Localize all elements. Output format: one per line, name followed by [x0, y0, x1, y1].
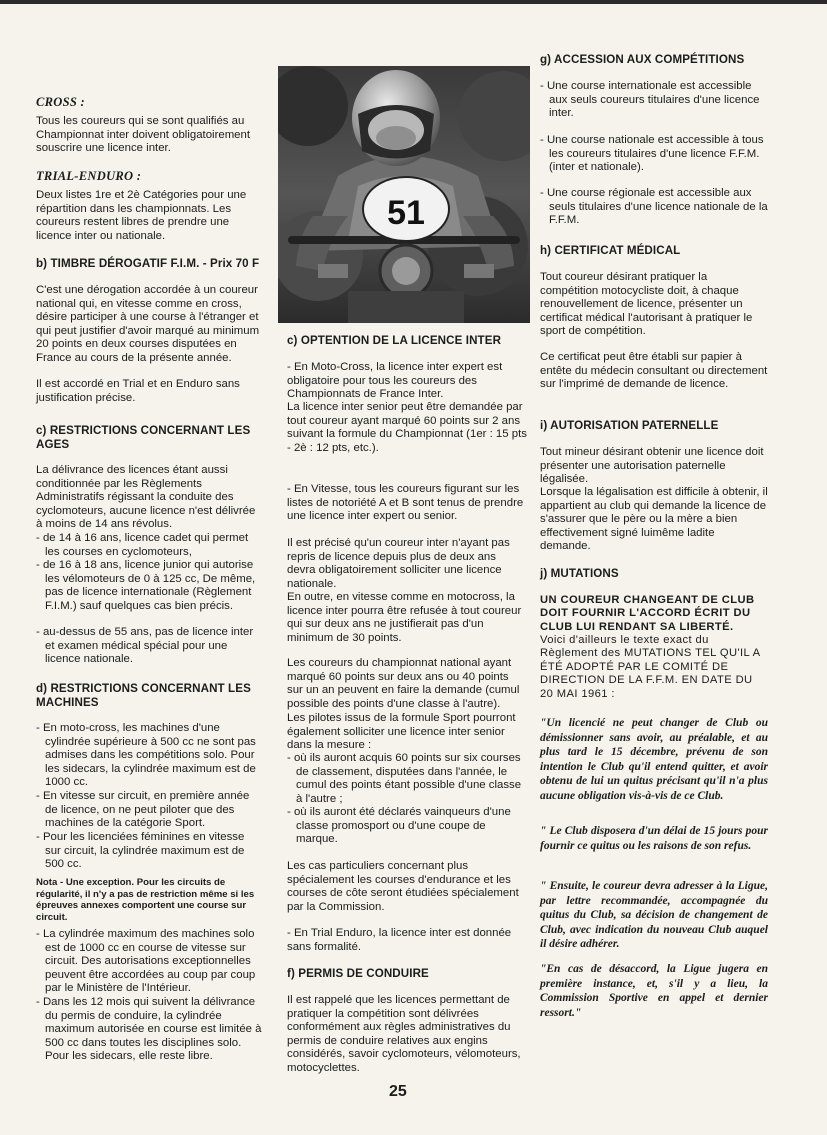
machines-heading: d) RESTRICTIONS CONCERNANT LES MACHINES: [36, 682, 251, 709]
obtention-paragraph: Les pilotes issus de la formule Sport pourront également solliciter une licence inter senior dans la mesure :: [287, 712, 516, 752]
ages-item: - au-dessus de 55 ans, pas de licence inter et examen médical spécial pour une licence nationale.: [36, 626, 254, 666]
motorcyclist-photo: [278, 66, 530, 323]
permis-paragraph: Il est rappelé que les licences permettant de pratiquer la compétition sont délivrées conformément aux règles administratives du permis de conduire relatives aux engins considérés, savoir cyclomoteurs, vélomoteurs, motocyclettes.: [287, 994, 521, 1074]
obtention-paragraph: Les coureurs du championnat national ayant marqué 60 points sur deux ans ou 40 points sur un an peuvent en faire la demande (cumul possible des points d'une classe à l'autre).: [287, 657, 520, 710]
certificat-heading: h) CERTIFICAT MÉDICAL: [540, 244, 681, 257]
cross-paragraph: Tous les coureurs qui se sont qualifiés au Championnat inter doivent obligatoirement souscrire une licence inter.: [36, 115, 251, 155]
machines-item: - Pour les licenciées féminines en vitesse sur circuit, la cylindrée maximum est de 500 cc.: [36, 831, 245, 871]
cross-heading: CROSS :: [36, 95, 85, 109]
machines-item: - En vitesse sur circuit, en première année de licence, on ne peut piloter que des machines de la catégorie Sport.: [36, 790, 250, 830]
ages-item: - de 14 à 16 ans, licence cadet qui permet les courses en cyclomoteurs,: [36, 532, 249, 558]
mutations-quote: " Ensuite, le coureur devra adresser à la Ligue, par lettre recommandée, accompagnée du quitus du Club, sa décision de changement de Club, avec indication du nouveau Club auquel il désire adhérer.: [540, 880, 768, 950]
accession-item: - Une course nationale est accessible à tous les coureurs titulaires d'une licence F.F.M. (inter et nationale).: [540, 134, 764, 174]
nota-exception: Nota - Une exception. Pour les circuits de régularité, il n'y a pas de restriction même si les épreuves annexes comportent une course sur circuit.: [36, 877, 255, 923]
machines-item: - La cylindrée maximum des machines solo est de 1000 cc en course de vitesse sur circuit. Des autorisations exceptionnelles peuvent être accordées au coup par coup par le Ministère de l'Intérieur.: [36, 928, 256, 995]
obtention-item: - où ils auront acquis 60 points sur six courses de classement, disputées dans l'année, le cumul des points étant possible d'une classe à l'autre ;: [287, 752, 522, 805]
page-number: 25: [389, 1083, 407, 1100]
machines-item: - En moto-cross, les machines d'une cylindrée supérieure à 500 cc ne sont pas admises dans les compétitions solo. Pour les sidecars, la cylindrée maximum est de 1000 cc.: [36, 722, 256, 789]
permis-heading: f) PERMIS DE CONDUIRE: [287, 967, 429, 980]
race-number: 51: [387, 194, 425, 232]
mutations-paragraph: Voici d'ailleurs le texte exact du Règlement des MUTATIONS TEL QU'IL A ÉTÉ ADOPTÉ PAR LE COMITÉ DE DIRECTION DE LA F.F.M. EN DATE DU 20 MAI 1961 :: [540, 634, 760, 700]
top-border: [0, 0, 827, 4]
obtention-paragraph: - En Vitesse, tous les coureurs figurant sur les listes de notoriété A et B sont tenus de prendre une licence inter expert ou senior.: [287, 483, 524, 523]
mutations-heading: j) MUTATIONS: [540, 567, 619, 580]
autorisation-heading: i) AUTORISATION PATERNELLE: [540, 419, 719, 432]
mutations-bold-rule: UN COUREUR CHANGEANT DE CLUB DOIT FOURNIR L'ACCORD ÉCRIT DU CLUB LUI RENDANT SA LIBERTÉ.: [540, 594, 755, 633]
obtention-paragraph: - En Moto-Cross, la licence inter expert est obligatoire pour tous les coureurs des Championnats de France Inter.: [287, 361, 503, 401]
trial-enduro-paragraph: Deux listes 1re et 2è Catégories pour une répartition dans les championnats. Les coureurs restent libres de prendre une licence inter ou nationale.: [36, 189, 247, 242]
ages-paragraph: La délivrance des licences étant aussi conditionnée par les Règlements Administratifs régissant la conduite des cyclomoteurs, aucune licence n'est délivrée à moins de 14 ans révolus.: [36, 464, 256, 531]
accession-item: - Une course internationale est accessible aux seuls coureurs titulaires d'une licence inter.: [540, 80, 760, 120]
mutations-quote: "En cas de désaccord, la Ligue jugera en première instance, et, s'il y a lieu, la Commission Sportive en appel et dernier ressort.": [540, 963, 768, 1019]
obtention-paragraph: Il est précisé qu'un coureur inter n'ayant pas repris de licence depuis plus de deux ans devra obligatoirement solliciter une licence nationale.: [287, 537, 510, 590]
timbre-heading: b) TIMBRE DÉROGATIF F.I.M. - Prix 70 F: [36, 257, 260, 270]
timbre-paragraph: C'est une dérogation accordée à un coureur national qui, en vitesse comme en cross, désire participer à une course à l'étranger et qui peut justifier d'avoir marqué au minimum 20 points en deux courses disputées en France au cours de la présente année.: [36, 284, 260, 364]
ages-item: - de 16 à 18 ans, licence junior qui autorise les vélomoteurs de 0 à 125 cc, De même, pas de licence internationale (Règlement F.I.M.) sauf quelques cas bien précis.: [36, 559, 256, 612]
obtention-paragraph: En outre, en vitesse comme en motocross, la licence inter pourra être refusée à tout coureur qui sur deux ans ne justifierait pas d'un minimum de 30 points.: [287, 591, 522, 644]
mutations-quote: "Un licencié ne peut changer de Club ou démissionner sans avoir, au préalable, et au plus tard le 15 décembre, prévenu de son intention le Club qu'il entend quitter, et avoir obtenu de lui un quitus précisant qu'il n'a plus aucune obligation vis-à-vis de ce Club.: [540, 717, 768, 802]
certificat-paragraph: Tout coureur désirant pratiquer la compétition motocycliste doit, à chaque renouvellement de licence, présenter un certificat médical l'autorisant à pratiquer le sport de compétition.: [540, 271, 753, 338]
obtention-paragraph: La licence inter senior peut être demandée par tout coureur ayant marqué 60 points sur 2 ans suivant la formule du Championnat (1er : 15 pts - 2è : 12 pts, etc.).: [287, 401, 527, 454]
trial-enduro-heading: TRIAL-ENDURO :: [36, 169, 142, 183]
autorisation-paragraph: Lorsque la légalisation est difficile à obtenir, il appartient au club qui demande la licence de s'assurer que le père ou la mère a bien effectivement signé luimême ladite demande.: [540, 486, 768, 553]
obtention-paragraph: - En Trial Enduro, la licence inter est donnée sans formalité.: [287, 927, 512, 953]
timbre-paragraph-2: Il est accordé en Trial et en Enduro sans justification précise.: [36, 378, 240, 404]
photo-graphic: [278, 66, 530, 323]
ages-heading: c) RESTRICTIONS CONCERNANT LES AGES: [36, 424, 251, 451]
obtention-heading: c) OPTENTION DE LA LICENCE INTER: [287, 334, 502, 347]
certificat-paragraph: Ce certificat peut être établi sur papier à entête du médecin consultant ou directement sur l'imprimé de demande de licence.: [540, 351, 768, 391]
machines-item: - Dans les 12 mois qui suivent la délivrance du permis de conduire, la cylindrée maximum autorisée en course est limitée à 500 cc dans toutes les disciplines solo. Pour les sidecars, elle reste libre.: [36, 996, 262, 1063]
autorisation-paragraph: Tout mineur désirant obtenir une licence doit présenter une autorisation paternelle légalisée.: [540, 446, 764, 486]
mutations-quote: " Le Club disposera d'un délai de 15 jours pour fournir ce quitus ou les raisons de son refus.: [540, 825, 768, 852]
accession-item: - Une course régionale est accessible aux seuls titulaires d'une licence nationale de la F.F.M.: [540, 187, 768, 227]
obtention-paragraph: Les cas particuliers concernant plus spécialement les courses d'endurance et les courses de côte seront étudiées spécialement par la Commission.: [287, 860, 519, 913]
accession-heading: g) ACCESSION AUX COMPÉTITIONS: [540, 53, 745, 66]
obtention-item: - où ils auront été déclarés vainqueurs d'une classe promosport ou d'une coupe de marque.: [287, 806, 511, 846]
